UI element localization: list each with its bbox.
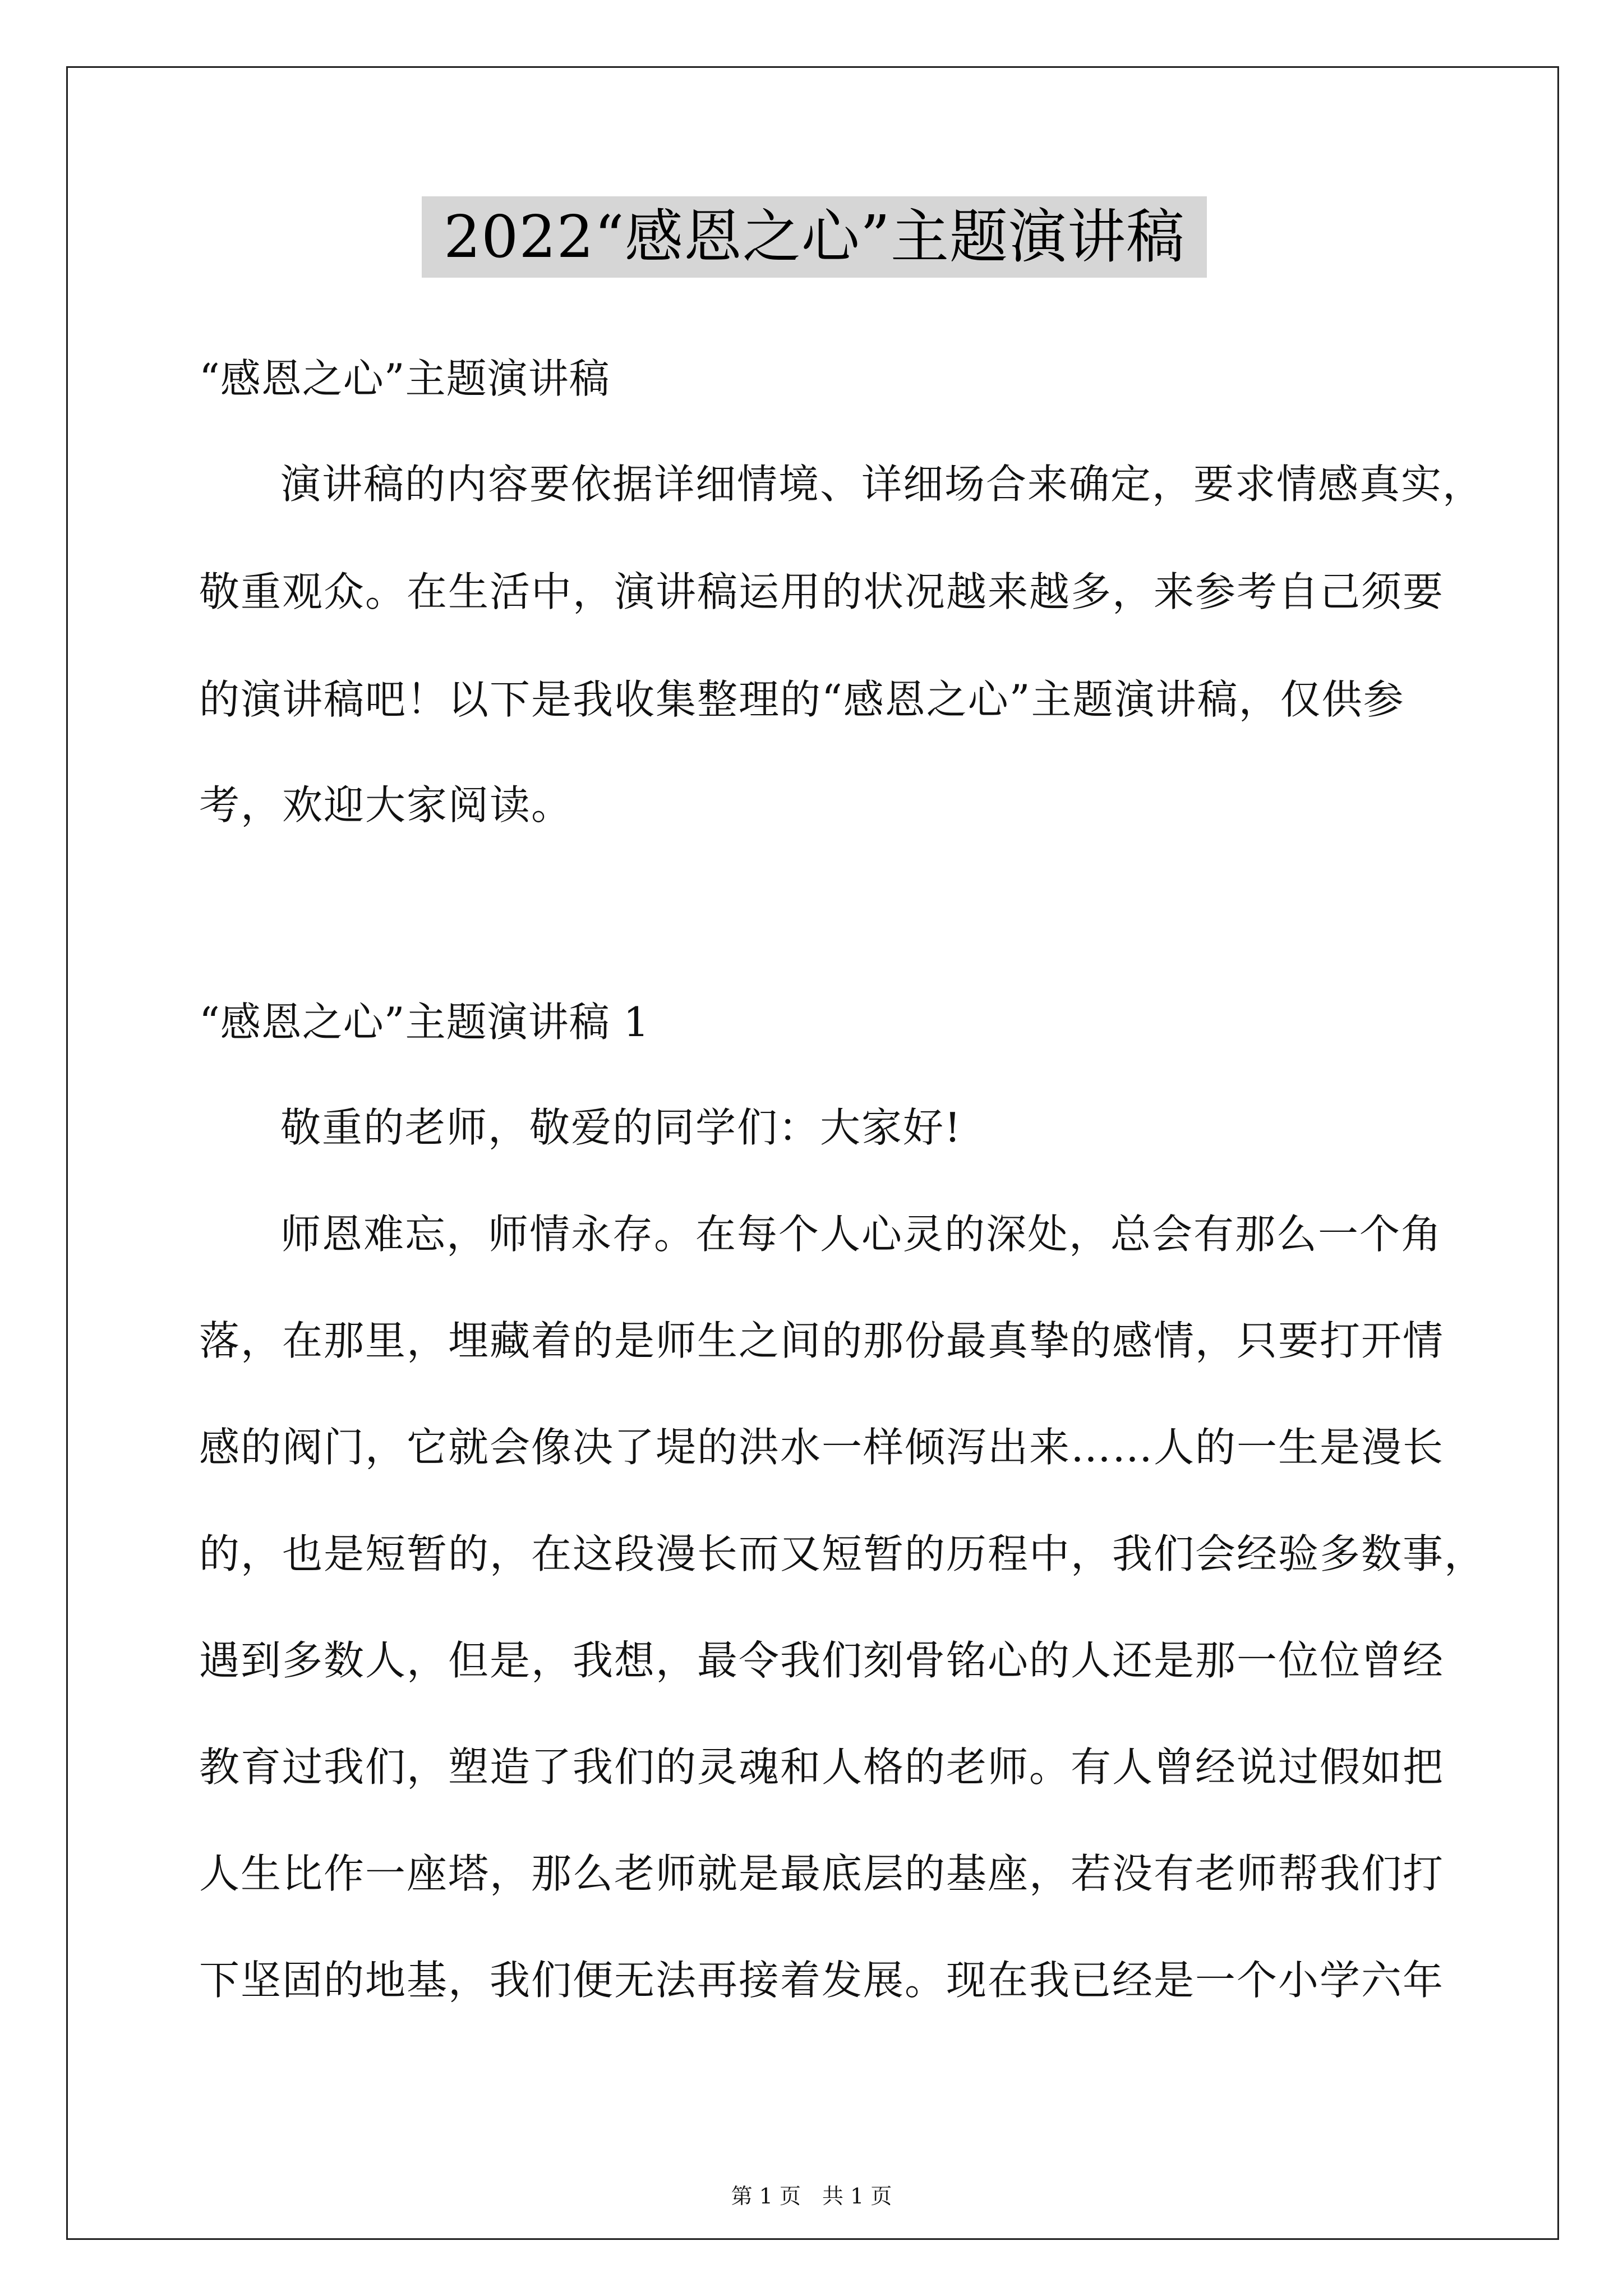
body-line: 人生比作一座塔，那么老师就是最底层的基座，若没有老师帮我们打: [199, 1850, 1445, 1897]
greeting-line: 敬重的老师，敬爱的同学们：大家好!: [280, 1104, 962, 1151]
body-line: 教育过我们，塑造了我们的灵魂和人格的老师。有人曾经说过假如把: [199, 1743, 1445, 1791]
document-title: 2022“感恩之心”主题演讲稿: [422, 196, 1207, 278]
section-heading: “感恩之心”主题演讲稿 1: [199, 999, 650, 1046]
body-line: 的，也是短暂的，在这段漫长而又短暂的历程中，我们会经验多数事，: [199, 1530, 1486, 1577]
intro-line: 演讲稿的内容要依据详细情境、详细场合来确定，要求情感真实，: [280, 461, 1484, 508]
document-subtitle: “感恩之心”主题演讲稿: [199, 355, 610, 402]
intro-line: 敬重观众。在生活中，演讲稿运用的状况越来越多，来参考自己须要: [199, 568, 1445, 615]
intro-line: 考，欢迎大家阅读。: [199, 781, 573, 829]
body-line: 遇到多数人，但是，我想，最令我们刻骨铭心的人还是那一位位曾经: [199, 1637, 1445, 1684]
body-line: 师恩难忘，师情永存。在每个人心灵的深处，总会有那么一个角: [280, 1211, 1443, 1258]
page-number: 第 1 页 共 1 页: [731, 2184, 892, 2208]
body-line: 落，在那里，埋藏着的是师生之间的那份最真挚的感情，只要打开情: [199, 1317, 1445, 1364]
body-line: 下坚固的地基，我们便无法再接着发展。现在我已经是一个小学六年: [199, 1957, 1445, 2004]
intro-line: 的演讲稿吧！以下是我收集整理的“感恩之心”主题演讲稿，仅供参: [199, 676, 1405, 723]
body-line: 感的阀门，它就会像决了堤的洪水一样倾泻出来……人的一生是漫长: [199, 1424, 1445, 1471]
